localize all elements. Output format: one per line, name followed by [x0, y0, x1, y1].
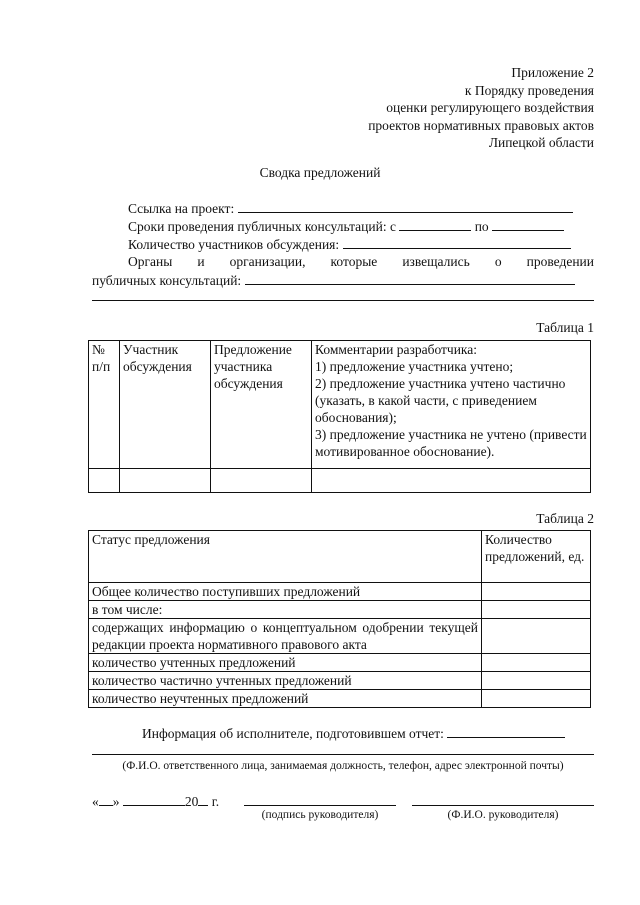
appendix-line-2: к Порядку проведения	[464, 82, 594, 98]
table-cell[interactable]	[312, 469, 591, 493]
count-cell[interactable]	[482, 601, 591, 619]
dates-label: Сроки проведения публичных консультаций: с	[128, 219, 396, 234]
year-prefix: 20	[184, 794, 199, 809]
date-to-blank[interactable]	[492, 217, 564, 231]
fio-note: (Ф.И.О. руководителя)	[447, 809, 559, 821]
table-cell[interactable]	[211, 469, 312, 493]
comment-option-3: 3) предложение участника не учтено (привести мотивированное обоснование).	[315, 427, 587, 459]
appendix-header	[274, 64, 594, 152]
executor-label: Информация об исполнителе, подготовившем отчет:	[142, 726, 444, 741]
date-close-quote: »	[112, 794, 120, 809]
project-link-field	[92, 199, 630, 218]
comments-title: Комментарии разработчика:	[315, 342, 478, 357]
count-cell[interactable]	[482, 583, 591, 601]
orgs-text-line1: Органы и организации, которые извещались о проведении	[128, 254, 594, 269]
orgs-extra-line[interactable]	[92, 300, 594, 301]
row-conceptual: содержащих информацию о концептуальном одобрении текущей редакции проекта нормативного правового акта	[89, 619, 482, 654]
participants-blank[interactable]	[343, 235, 571, 249]
count-cell[interactable]	[482, 690, 591, 708]
count-cell[interactable]	[482, 654, 591, 672]
table-row	[89, 601, 591, 619]
table-row	[89, 690, 591, 708]
dates-to-label: по	[474, 219, 489, 234]
proposals-table	[88, 340, 591, 493]
year-suffix: г.	[211, 794, 220, 809]
orgs-field	[92, 271, 594, 290]
header-proposal: Предложение участника обсуждения	[211, 341, 312, 469]
table1-caption: Таблица 1	[536, 320, 594, 335]
appendix-line-5: Липецкой области	[488, 135, 594, 150]
appendix-line-4: проектов нормативных правовых актов	[368, 117, 594, 133]
table-cell[interactable]	[89, 469, 120, 493]
executor-note: (Ф.И.О. ответственного лица, занимаемая должность, телефон, адрес электронной почты)	[122, 760, 564, 772]
comment-option-2: 2) предложение участника учтено частично (указать, в какой части, с приведением обоснования);	[315, 376, 566, 425]
header-count: Количество предложений, ед.	[482, 531, 591, 583]
orgs-label: публичных консультаций:	[92, 273, 242, 288]
table-row	[89, 654, 591, 672]
day-blank[interactable]	[99, 792, 113, 806]
header-num: № п/п	[89, 341, 120, 469]
executor-blank[interactable]	[447, 724, 565, 738]
project-link-blank[interactable]	[238, 199, 573, 213]
header-participant: Участник обсуждения	[120, 341, 211, 469]
date-from-blank[interactable]	[399, 217, 471, 231]
count-cell[interactable]	[482, 672, 591, 690]
table-row	[89, 469, 591, 493]
consultation-dates-field	[92, 217, 630, 236]
row-partially-accepted: количество частично учтенных предложений	[89, 672, 482, 690]
comment-option-1: 1) предложение участника учтено;	[315, 359, 514, 374]
table-row	[89, 619, 591, 654]
row-rejected: количество неучтенных предложений	[89, 690, 482, 708]
month-blank[interactable]	[123, 792, 185, 806]
row-total: Общее количество поступивших предложений	[89, 583, 482, 601]
executor-extra-line[interactable]	[92, 754, 594, 755]
executor-field	[92, 724, 594, 743]
appendix-line-3: оценки регулирующего воздействия	[386, 100, 594, 115]
fio-line[interactable]	[412, 792, 594, 806]
table2-caption: Таблица 2	[536, 511, 594, 526]
table-cell[interactable]	[120, 469, 211, 493]
header-status: Статус предложения	[89, 531, 482, 583]
status-table	[88, 530, 591, 708]
row-including: в том числе:	[89, 601, 482, 619]
row-accepted: количество учтенных предложений	[89, 654, 482, 672]
year-blank[interactable]	[198, 792, 208, 806]
signature-note: (подпись руководителя)	[261, 809, 379, 821]
table-row	[89, 583, 591, 601]
signature-line[interactable]	[244, 792, 396, 806]
count-cell[interactable]	[482, 619, 591, 654]
document-title: Сводка предложений	[259, 165, 381, 180]
header-comments	[312, 341, 591, 469]
orgs-blank[interactable]	[245, 271, 575, 285]
participants-count-field	[92, 235, 630, 254]
signature-date	[92, 792, 219, 810]
date-open-quote: «	[92, 794, 99, 809]
table-row	[89, 672, 591, 690]
appendix-line-1: Приложение 2	[511, 65, 594, 80]
project-link-label: Ссылка на проект:	[128, 201, 235, 216]
participants-label: Количество участников обсуждения:	[128, 237, 340, 252]
